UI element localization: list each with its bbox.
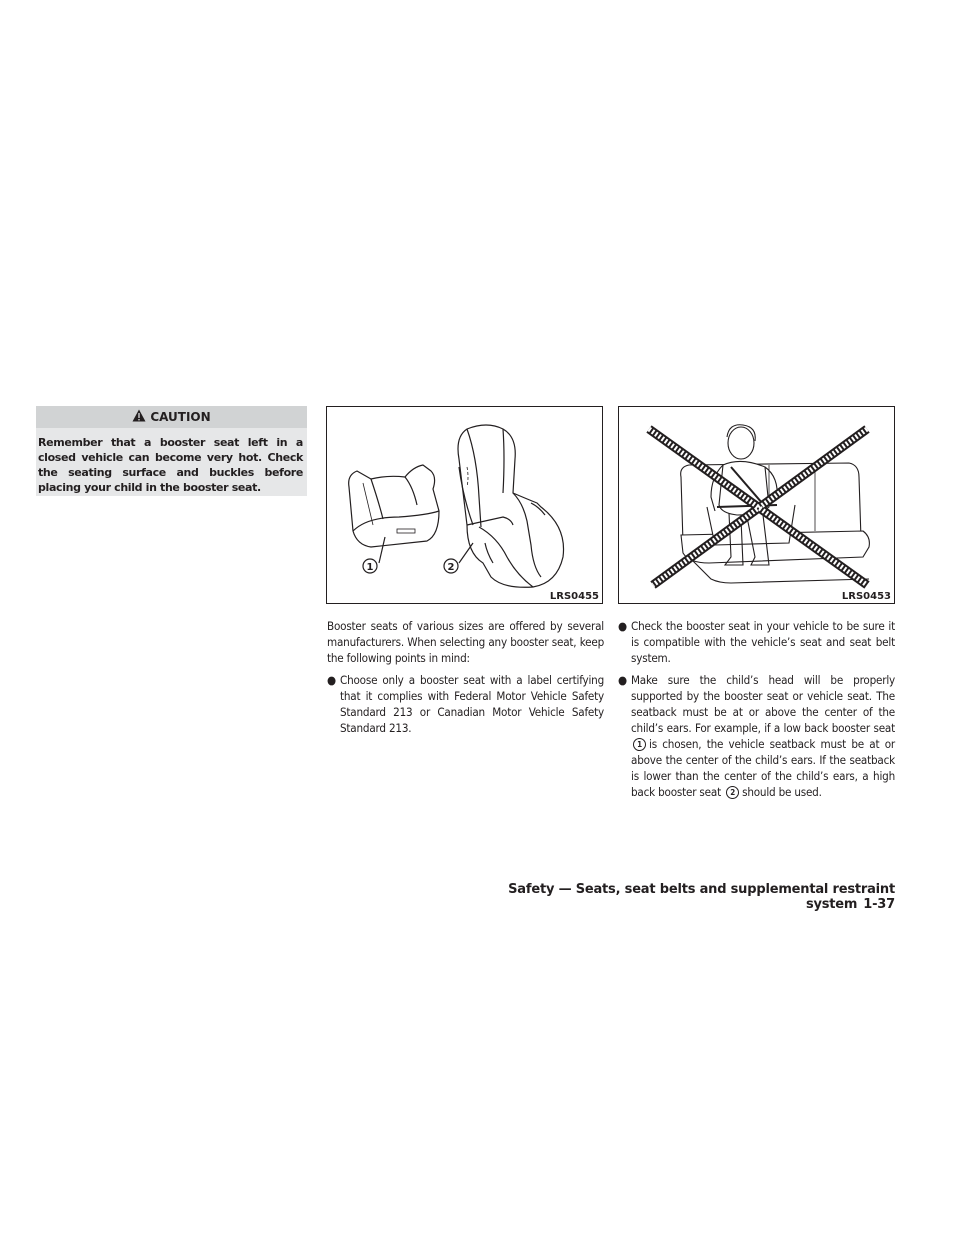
page-number: 1-37	[863, 897, 895, 912]
bullet-symbol: ●	[327, 673, 336, 687]
section-title: Safety — Seats, seat belts and supplemental restraint system	[508, 882, 895, 912]
child-seat-illustration	[619, 407, 894, 603]
callout-ref-1: 1	[633, 738, 646, 751]
bullet-text: Check the booster seat in your vehicle to be sure it is compatible with the vehicle’s seat and seat belt system.	[631, 619, 895, 665]
text-column-right	[618, 618, 895, 806]
child-seat-crossed-figure	[618, 406, 895, 604]
bullet-text-part: is chosen, the vehicle seatback must be at or above the center of the child’s ears. If the seatback is lower than the center of the child’s ears, a high back booster seat	[631, 737, 895, 799]
caution-header	[36, 406, 307, 428]
figure-code: LRS0453	[841, 591, 891, 602]
bullet-text	[631, 672, 895, 800]
page-footer	[470, 882, 895, 912]
bullet-text-part: should be used.	[742, 785, 822, 799]
bullet-text: Choose only a booster seat with a label certifying that it complies with Federal Motor Vehicle Safety Standard 213 or Canadian Motor Vehicle Safety Standard 213.	[340, 673, 604, 735]
bullet-item	[327, 672, 604, 736]
text-column-left	[327, 618, 604, 742]
caution-text: Remember that a booster seat left in a closed vehicle can become very hot. Check the seating surface and buckles before placing your child in the booster seat.	[38, 436, 303, 494]
figure-code: LRS0455	[549, 591, 599, 602]
callout-1-label: 1	[366, 562, 374, 573]
caution-box	[36, 406, 307, 496]
warning-triangle-icon	[132, 409, 146, 425]
callout-2-label: 2	[447, 562, 455, 573]
callout-ref-2: 2	[726, 786, 739, 799]
bullet-text-part: Make sure the child’s head will be properly supported by the booster seat or vehicle seat. The seatback must be at or above the center of the child’s ears. For example, if a low back booster seat	[631, 673, 895, 735]
bullet-item	[618, 672, 895, 800]
bullet-symbol: ●	[618, 619, 627, 633]
bullet-item	[618, 618, 895, 666]
booster-seats-illustration	[327, 407, 602, 603]
caution-title: CAUTION	[150, 410, 211, 424]
booster-seats-figure	[326, 406, 603, 604]
bullet-symbol: ●	[618, 673, 627, 687]
intro-paragraph: Booster seats of various sizes are offered by several manufacturers. When selecting any booster seat, keep the following points in mind:	[327, 619, 604, 665]
